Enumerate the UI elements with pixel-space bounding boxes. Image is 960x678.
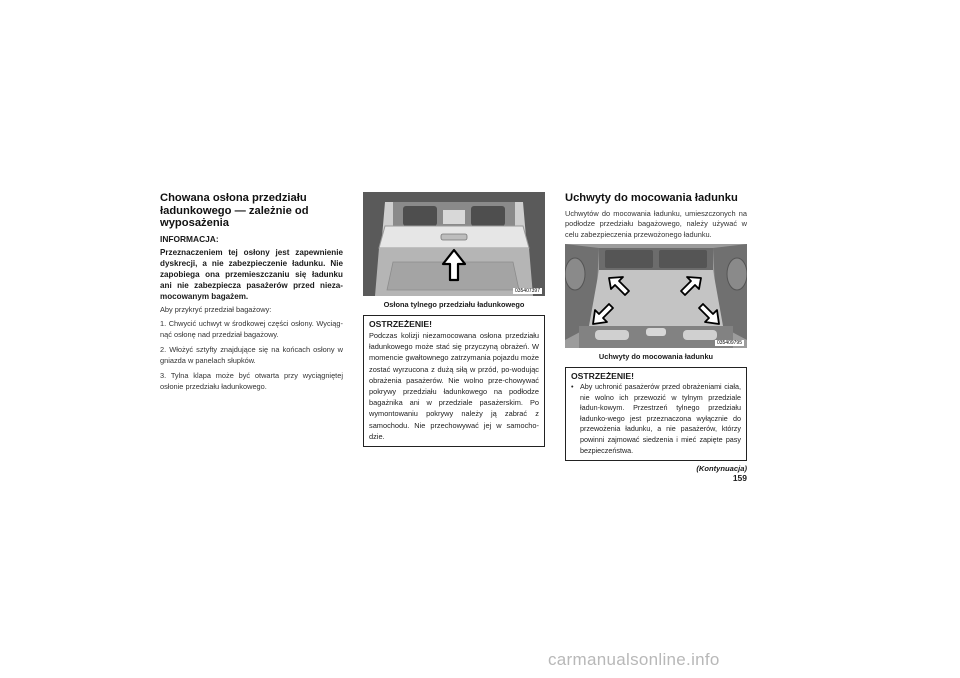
section-heading-tie-downs: Uchwyty do mocowania ładunku [565,192,738,204]
photo-code: 035409795 [716,340,742,346]
warning-list [571,382,741,456]
photo-caption: Uchwyty do mocowania ładunku [598,352,714,361]
page-number: 159 [732,473,747,483]
photo-code: 035407397 [514,288,540,294]
warning-title: OSTRZEŻENIE! [571,371,635,381]
warning-box [565,367,747,461]
tie-down-illustration [565,244,747,348]
section-heading-cargo-cover: Chowana osłona przedziału ładunkowego — zależnie od wyposażenia [160,192,309,229]
intro-text: Aby przykryć przedział bagażowy: [160,304,272,314]
warning-text: Podczas kolizji niezamocowana osłona przedziału ładunkowego może stać się przyczyną obrażeń. W momencie gwałtownego zatrzymania pojazdu może zostać wyrzucona z dużą siłą w przód, po-wodując obrażenia pasażerów. Nie wolno prze-chowywać pokrywy przedziału ładunkowego na podłodze bagażnika ani w przedziale pasażerskim. Po wymontowaniu pokrywy należy ją zabrać z samochodu. Nie przechowywać jej w samocho-dzie. [369,331,539,441]
cargo-cover-illustration [363,192,545,296]
step-1: 1. Chwycić uchwyt w środkowej części osłony. Wyciąg-nąć osłonę nad przedział bagażowy. [160,319,343,339]
intro-text: Uchwytów do mocowania ładunku, umieszczonych na podłodze przedziału bagażowego, należy używać w celu zabezpieczenia przewożonego ładunku. [565,208,747,239]
cargo-cover-photo [363,192,545,296]
tie-down-photo [565,244,747,348]
watermark: carmanualsonline.info [548,650,720,669]
step-2: 2. Włożyć sztyfty znajdujące się na końcach osłony w gniazda w panelach słupków. [160,345,343,365]
photo-caption: Osłona tylnego przedziału ładunkowego [383,300,525,309]
warning-box [363,315,545,447]
middle-column [363,192,545,447]
left-column [160,192,343,397]
continued-label: (Kontynuacja) [696,464,747,474]
step-3: 3. Tylna klapa może być otwarta przy wyciągniętej osłonie przedziału ładunkowego. [160,371,343,391]
note-label: INFORMACJA: [160,233,219,244]
right-column [565,192,747,473]
note-text: Przeznaczeniem tej osłony jest zapewnienie dyskrecji, a nie zabezpieczenie ładunku. Nie zapobiega ona przemieszczaniu się ładunku ani nie zabezpiecza pasażerów przed nieza-mocowanym bagażem. [160,247,343,301]
warning-title: OSTRZEŻENIE! [369,319,433,329]
warning-item: • Aby uchronić pasażerów przed obrażeniami ciała, nie wolno ich przewozić w tylnym przedziale ładun-kowym. Przestrzeń tylnego przedziału ładunko-wego jest przeznaczona wyłącznie do przewożenia ładunku, a nie pasażerów, którzy powinni zajmować siedzenia i mieć zapięte pasy bezpieczeństwa. [571,382,741,456]
